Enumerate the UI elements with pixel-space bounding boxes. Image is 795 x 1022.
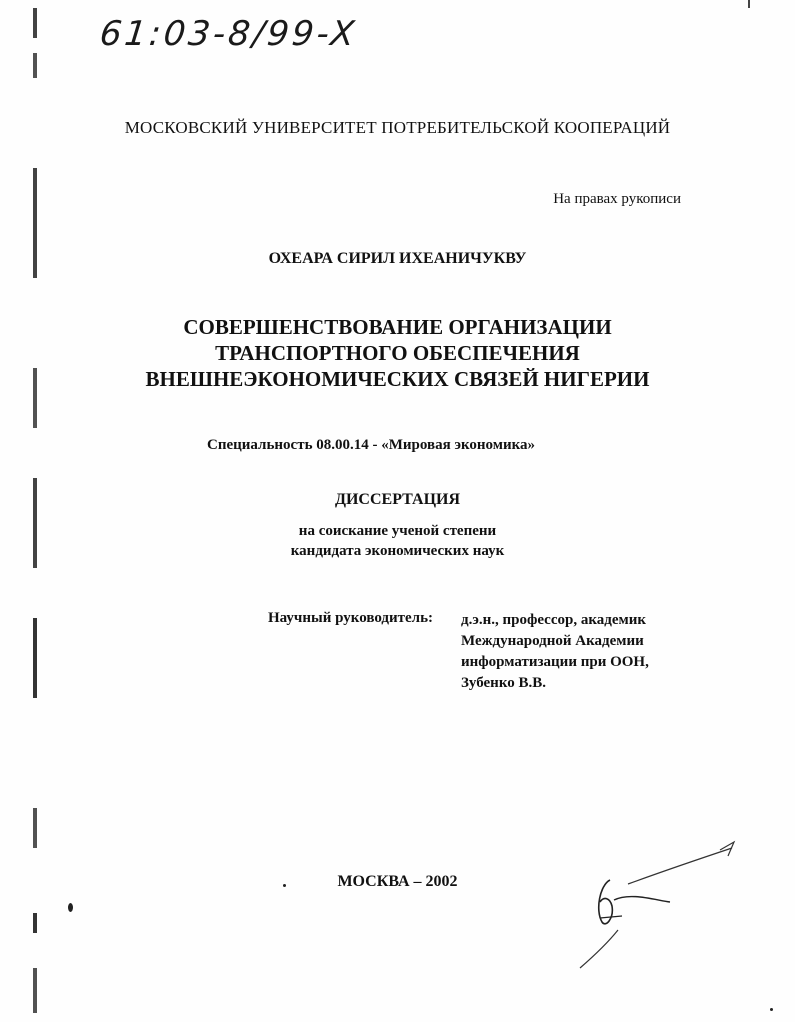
title-line: ТРАНСПОРТНОГО ОБЕСПЕЧЕНИЯ — [215, 341, 580, 365]
scan-speck — [770, 1008, 773, 1011]
signature-scribble — [570, 840, 745, 975]
scan-edge-left — [33, 8, 37, 1013]
university-name: МОСКОВСКИЙ УНИВЕРСИТЕТ ПОТРЕБИТЕЛЬСКОЙ КООПЕРАЦИЙ — [124, 118, 671, 137]
document-type: ДИССЕРТАЦИЯ — [334, 491, 461, 508]
author-name: ОХЕАРА СИРИЛ ИХЕАНИЧУКВУ — [268, 250, 527, 267]
supervisor-line: информатизации при ООН, — [461, 654, 649, 670]
supervisor-line: Международной Академии — [461, 633, 644, 649]
supervisor-line: д.э.н., профессор, академик — [461, 612, 646, 628]
city-year: МОСКВА – 2002 — [337, 873, 458, 890]
supervisor-label: Научный руководитель: — [268, 610, 433, 626]
manuscript-note: На правах рукописи — [553, 191, 681, 207]
scan-speck — [68, 903, 73, 912]
handwritten-code: 61:03-8/99-X — [97, 14, 360, 54]
supervisor-line: Зубенко В.В. — [461, 675, 547, 691]
dissertation-title — [0, 314, 795, 392]
degree-line: на соискание ученой степени — [298, 523, 497, 539]
title-line: СОВЕРШЕНСТВОВАНИЕ ОРГАНИЗАЦИИ — [183, 315, 612, 339]
degree-sought — [0, 521, 795, 561]
specialty: Специальность 08.00.14 - «Мировая экономика» — [207, 437, 536, 453]
degree-line: кандидата экономических наук — [290, 543, 505, 559]
scan-speck — [283, 884, 286, 887]
supervisor-details — [461, 610, 649, 694]
scan-edge-right — [748, 0, 750, 8]
title-line: ВНЕШНЕЭКОНОМИЧЕСКИХ СВЯЗЕЙ НИГЕРИИ — [145, 367, 650, 391]
